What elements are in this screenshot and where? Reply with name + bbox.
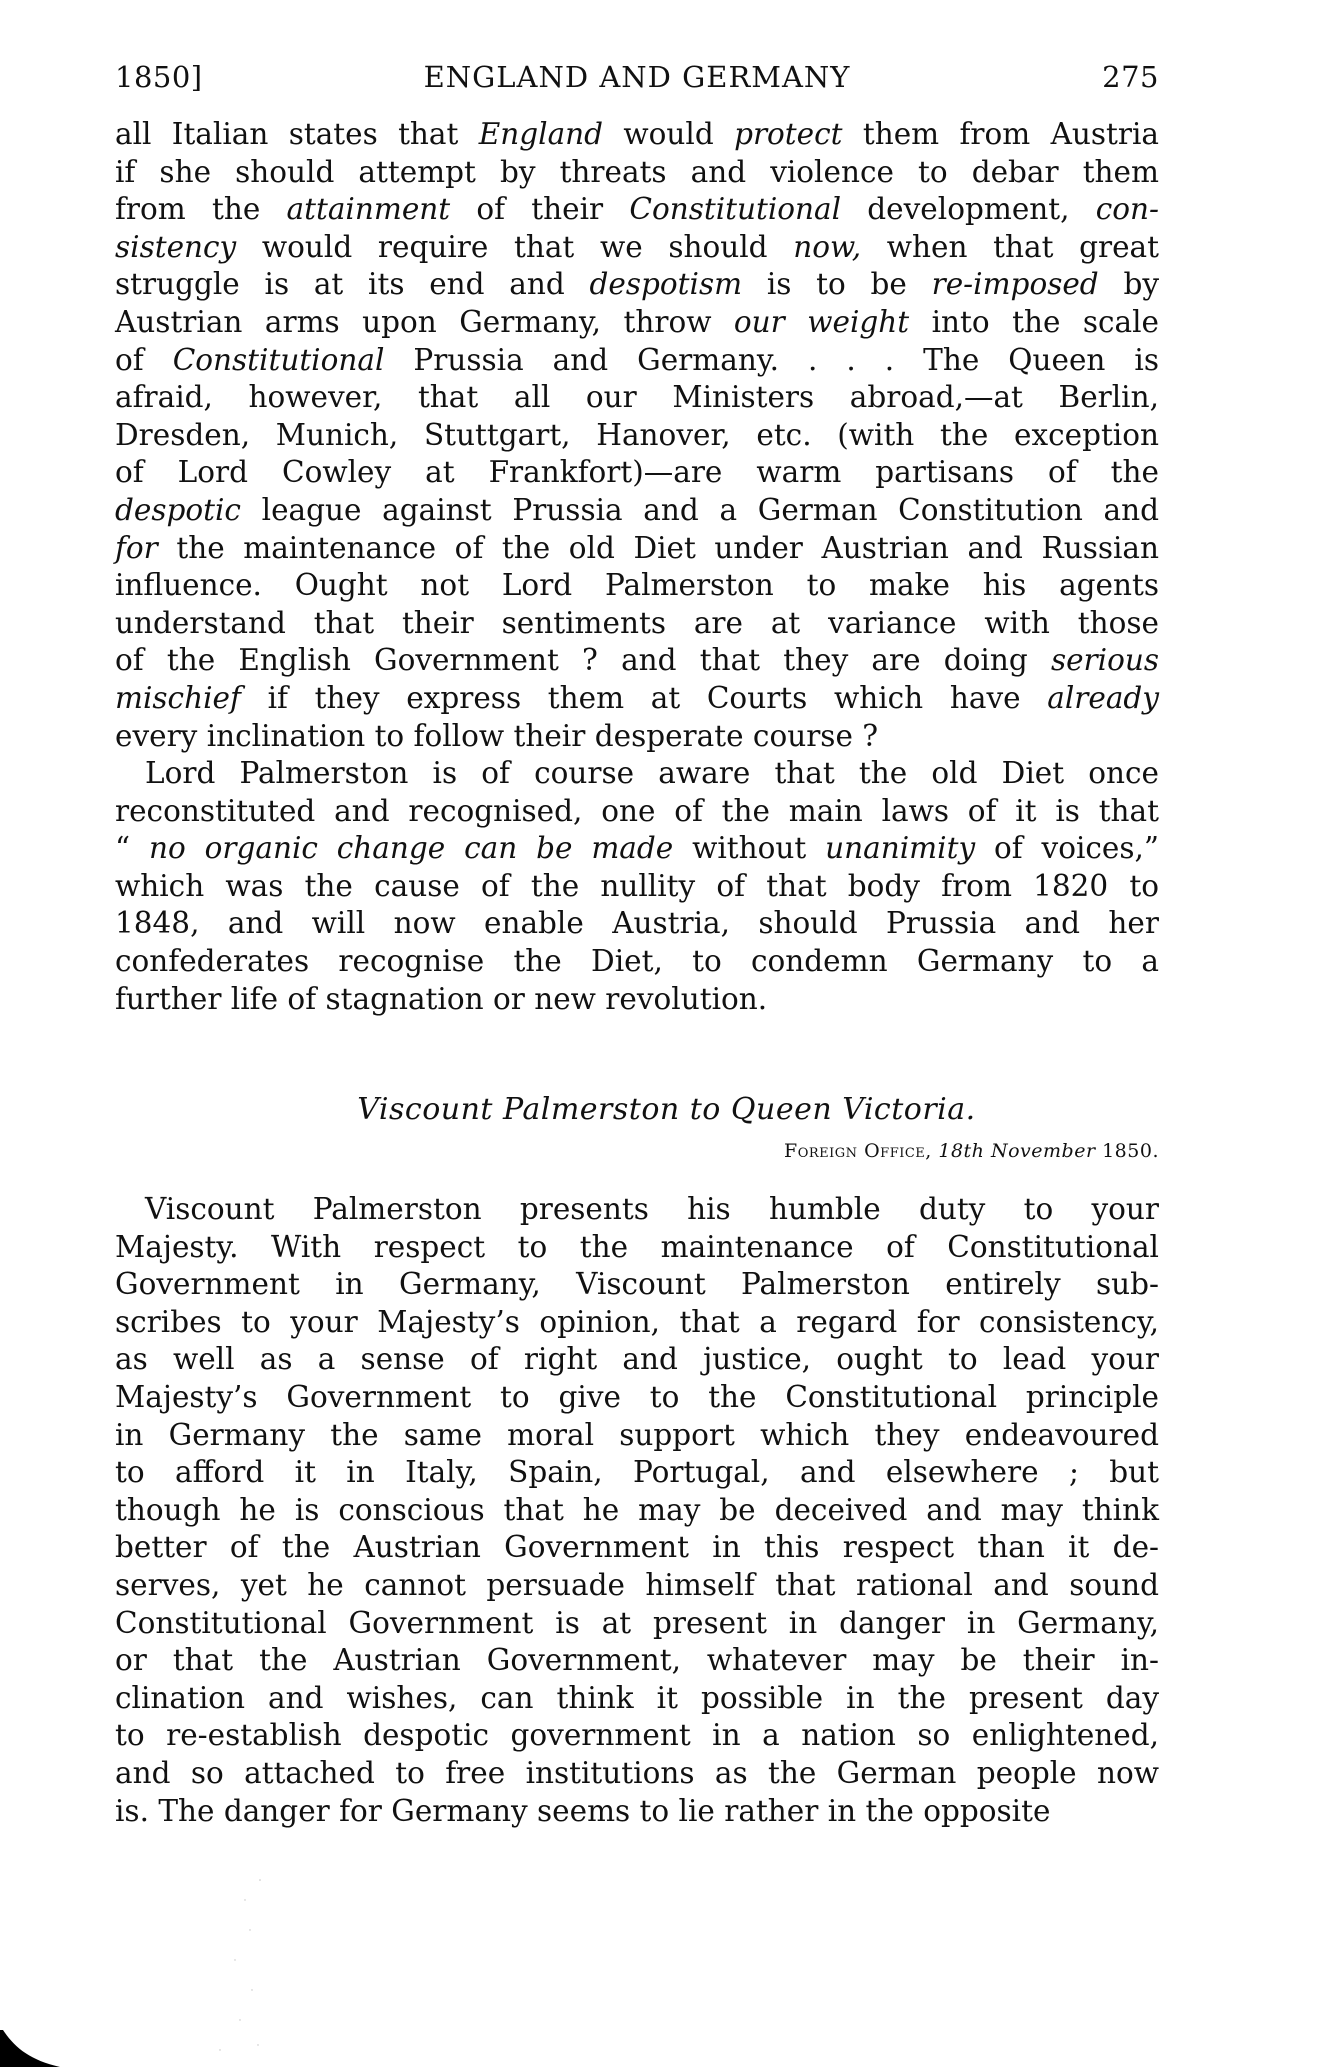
- italic-emphasis: sistency: [115, 229, 237, 264]
- italic-emphasis: unanimity: [825, 831, 976, 866]
- running-header: [115, 60, 1159, 100]
- italic-emphasis: our weight: [733, 304, 910, 339]
- italic-emphasis: mischief: [115, 680, 241, 715]
- letter-title: Viscount Palmerston to Queen Victoria.: [357, 1092, 976, 1127]
- text-line: is. The danger for Germany seems to lie rather in the opposite: [115, 1793, 1051, 1828]
- text-line: 1848, and will now enable Austria, should Prussia and her: [115, 906, 1159, 941]
- dateline-day: 18th: [938, 1140, 985, 1162]
- letter-dateline: [784, 1140, 1159, 1162]
- text-line: all Italian states that England would protect them from Austria: [115, 117, 1159, 151]
- paragraph-palmerston-reply: [115, 1191, 1159, 1830]
- italic-emphasis: attainment: [286, 192, 451, 227]
- italic-emphasis: Constitutional: [172, 342, 385, 377]
- text-line: from the attainment of their Constitutional development, con-: [115, 192, 1159, 227]
- text-line: for the maintenance of the old Diet under Austrian and Russian: [115, 530, 1159, 565]
- text-line: as well as a sense of right and justice, ought to lead your: [115, 1342, 1159, 1377]
- text-line: in Germany the same moral support which they endeavoured: [115, 1417, 1159, 1452]
- text-line: scribes to your Majesty’s opinion, that a regard for consistency,: [115, 1304, 1159, 1339]
- text-line: and so attached to free institutions as the German people now: [115, 1755, 1159, 1790]
- text-line: of Constitutional Prussia and Germany. . . . The Queen is: [115, 342, 1159, 377]
- italic-emphasis: already: [1047, 680, 1159, 715]
- italic-emphasis: protect: [734, 117, 843, 151]
- text-line: afraid, however, that all our Ministers abroad,—at Berlin,: [115, 380, 1159, 415]
- text-line: which was the cause of the nullity of that body from 1820 to: [115, 868, 1159, 903]
- italic-emphasis: now,: [793, 229, 862, 264]
- italic-emphasis: re-imposed: [931, 267, 1099, 302]
- text-line: every inclination to follow their desperate course ?: [115, 718, 879, 753]
- dateline-year: 1850.: [1102, 1140, 1159, 1162]
- text-line: “ no organic change can be made without unanimity of voices,”: [115, 831, 1159, 866]
- scan-edge-shadow: [0, 2030, 60, 2067]
- paragraph-queen-letter-end: [115, 116, 1159, 755]
- text-line: clination and wishes, can think it possible in the present day: [115, 1680, 1159, 1715]
- text-line: confederates recognise the Diet, to condemn Germany to a: [115, 943, 1159, 978]
- paragraph-diet: [115, 755, 1159, 1018]
- text-line: Austrian arms upon Germany, throw our weight into the scale: [115, 304, 1159, 339]
- text-line: struggle is at its end and despotism is to be re-imposed by: [115, 267, 1159, 302]
- italic-emphasis: England: [478, 117, 604, 151]
- text-line: further life of stagnation or new revolution.: [115, 981, 768, 1016]
- text-line: serves, yet he cannot persuade himself that rational and sound: [115, 1567, 1159, 1602]
- italic-emphasis: despotism: [589, 267, 743, 302]
- page-number: 275: [1102, 60, 1159, 94]
- text-line: or that the Austrian Government, whatever may be their in-: [115, 1643, 1159, 1678]
- text-line: if she should attempt by threats and violence to debar them: [115, 154, 1159, 189]
- text-line: Lord Palmerston is of course aware that the old Diet once: [145, 756, 1159, 790]
- text-line: understand that their sentiments are at variance with those: [115, 605, 1159, 640]
- text-line: reconstituted and recognised, one of the main laws of it is that: [115, 793, 1159, 828]
- text-line: influence. Ought not Lord Palmerston to make his agents: [115, 568, 1159, 603]
- text-line: of the English Government ? and that they are doing serious: [115, 643, 1159, 678]
- text-line: Majesty. With respect to the maintenance of Constitutional: [115, 1229, 1159, 1264]
- text-line: to afford it in Italy, Spain, Portugal, and elsewhere ; but: [115, 1455, 1159, 1490]
- text-line: of Lord Cowley at Frankfort)—are warm partisans of the: [115, 455, 1159, 490]
- italic-emphasis: Constitutional: [629, 192, 842, 227]
- text-line: better of the Austrian Government in this respect than it de-: [115, 1530, 1159, 1565]
- italic-emphasis: con-: [1095, 192, 1159, 227]
- text-line: Constitutional Government is at present in danger in Germany,: [115, 1605, 1159, 1640]
- scan-specks: [190, 1870, 270, 2060]
- text-line: mischief if they express them at Courts which have already: [115, 680, 1159, 715]
- text-line: Government in Germany, Viscount Palmerston entirely sub-: [115, 1267, 1159, 1302]
- text-line: despotic league against Prussia and a German Constitution and: [115, 492, 1159, 527]
- dateline-month: November: [990, 1140, 1096, 1162]
- text-line: to re-establish despotic government in a nation so enlightened,: [115, 1718, 1159, 1753]
- text-line: sistency would require that we should now, when that great: [115, 229, 1159, 264]
- italic-emphasis: despotic: [115, 492, 241, 527]
- running-title: ENGLAND AND GERMANY: [423, 60, 851, 94]
- italic-emphasis: no organic change can be made: [148, 831, 674, 866]
- text-line: Viscount Palmerston presents his humble duty to your: [145, 1192, 1159, 1226]
- text-line: Majesty’s Government to give to the Constitutional principle: [115, 1379, 1159, 1414]
- dateline-place: Foreign Office,: [784, 1140, 932, 1162]
- text-line: though he is conscious that he may be deceived and may think: [115, 1492, 1159, 1527]
- italic-emphasis: for: [115, 530, 158, 565]
- italic-emphasis: serious: [1050, 643, 1159, 678]
- text-line: Dresden, Munich, Stuttgart, Hanover, etc. (with the exception: [115, 417, 1159, 452]
- header-year: 1850]: [115, 60, 203, 94]
